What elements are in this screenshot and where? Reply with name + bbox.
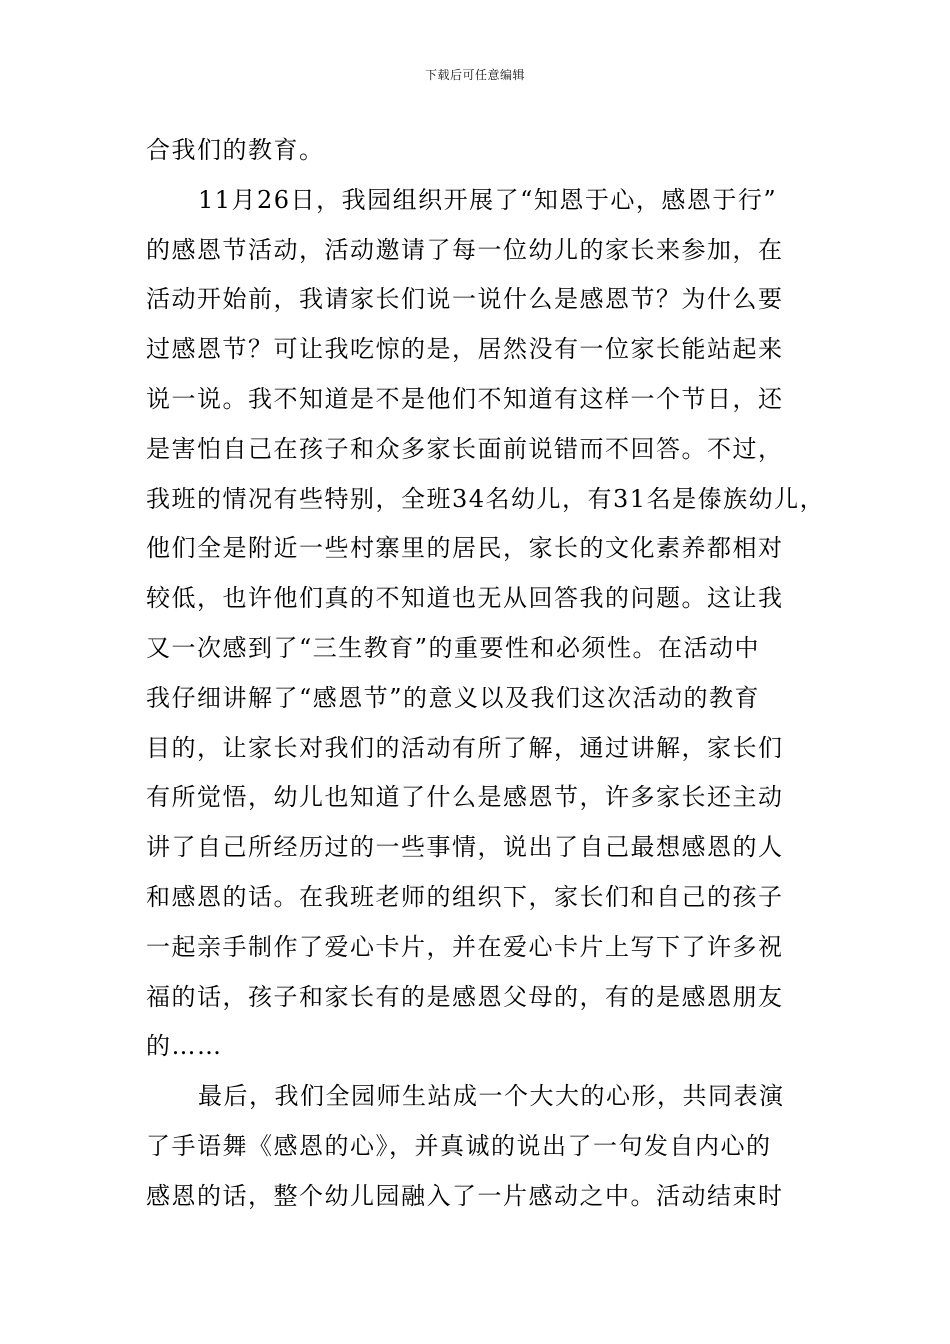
text-line: 合我们的教育。 bbox=[146, 136, 325, 164]
text-line: 的…… bbox=[146, 1032, 223, 1061]
text-line: 的感恩节活动，活动邀请了每一位幼儿的家长来参加，在 bbox=[146, 235, 784, 264]
text-line: 和感恩的话。在我班老师的组织下，家长们和自己的孩子 bbox=[146, 882, 784, 911]
page-header: 下载后可任意编辑 bbox=[424, 68, 525, 82]
text-line: 过感恩节？可让我吃惊的是，居然没有一位家长能站起来 bbox=[146, 335, 784, 364]
text-line: 较低，也许他们真的不知道也无从回答我的问题。这让我 bbox=[146, 584, 784, 613]
text-line: 一起亲手制作了爱心卡片，并在爱心卡片上写下了许多祝 bbox=[146, 932, 784, 961]
paragraph-start-line: 最后，我们全园师生站成一个大大的心形，共同表演 bbox=[198, 1082, 785, 1111]
document-body bbox=[146, 126, 826, 1222]
text-line: 是害怕自己在孩子和众多家长面前说错而不回答。不过， bbox=[146, 434, 784, 463]
paragraph-start-line: 11月26日，我园组织开展了“知恩于心，感恩于行” bbox=[198, 185, 778, 214]
text-line: 了手语舞《感恩的心》，并真诚的说出了一句发自内心的 bbox=[146, 1131, 772, 1160]
text-line: 又一次感到了“三生教育”的重要性和必须性。在活动中 bbox=[146, 633, 761, 662]
text-line: 目的，让家长对我们的活动有所了解，通过讲解，家长们 bbox=[146, 733, 784, 762]
text-line: 讲了自己所经历过的一些事情，说出了自己最想感恩的人 bbox=[146, 833, 784, 862]
text-line: 活动开始前，我请家长们说一说什么是感恩节？为什么要 bbox=[146, 285, 784, 314]
text-line: 有所觉悟，幼儿也知道了什么是感恩节，许多家长还主动 bbox=[146, 783, 784, 812]
text-line: 福的话，孩子和家长有的是感恩父母的，有的是感恩朋友 bbox=[146, 982, 784, 1011]
text-line: 说一说。我不知道是不是他们不知道有这样一个节日，还 bbox=[146, 384, 784, 413]
text-line: 感恩的话，整个幼儿园融入了一片感动之中。活动结束时 bbox=[146, 1181, 784, 1210]
text-line: 他们全是附近一些村寨里的居民，家长的文化素养都相对 bbox=[146, 534, 784, 563]
text-line: 我班的情况有些特别，全班34名幼儿，有31名是傣族幼儿， bbox=[146, 484, 826, 513]
text-line: 我仔细讲解了“感恩节”的意义以及我们这次活动的教育 bbox=[146, 683, 761, 712]
